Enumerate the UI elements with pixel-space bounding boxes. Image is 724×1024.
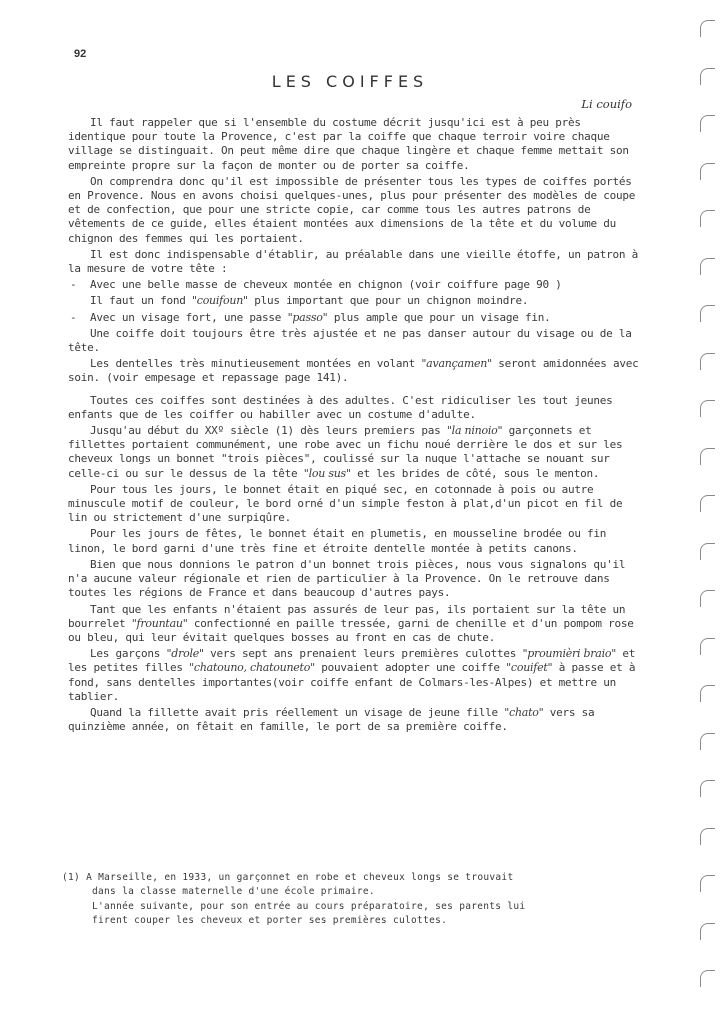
binding-ring	[700, 163, 715, 180]
provencal-term: "couifet"	[506, 661, 553, 675]
paragraph: Bien que nous donnions le patron d'un bonnet trois pièces, nous vous signalons qu'il n'a aucune valeur régionale et rien de particulier à la Provence. On le retrouve dans toutes les régions de France et dans beaucoup d'autres pays.	[68, 557, 626, 600]
paragraph	[68, 424, 640, 481]
footnote-line: L'année suivante, pour son entrée au cours préparatoire, ses parents lui	[92, 900, 526, 912]
text-span: vers sept ans prenaient leurs premières culottes	[203, 647, 523, 661]
binding-ring	[700, 210, 715, 227]
text-span: garçonnets et fillettes portaient communément, une robe avec un fichu noué derrière le dos et sur les cheveux longs un bonnet "trois pièces", coulissé sur la nuque l'attache se nouant sur celle-ci ou sur le dessus de la tête	[68, 424, 623, 480]
text-span: Les garçons	[90, 647, 167, 661]
paragraph	[68, 706, 640, 734]
binding-ring	[700, 638, 715, 655]
body-text	[68, 116, 640, 736]
page-title: LES COIFFES	[271, 72, 429, 91]
binding-ring	[700, 448, 715, 465]
paragraph: Il faut rappeler que si l'ensemble du costume décrit jusqu'ici est à peu près identique pour toute la Provence, c'est par la coiffe que chaque terroir voire chaque village se distinguait. On peut même dire que chaque lingère et chaque femme mettait son empreinte propre sur la façon de monter ou de porter sa coiffe.	[68, 116, 629, 172]
paragraph	[68, 603, 640, 646]
footnote	[62, 871, 642, 929]
footnote-line: firent couper les cheveux et porter ses premières culottes.	[92, 915, 448, 927]
paragraph	[68, 294, 640, 308]
binding-ring	[700, 590, 715, 607]
list-item	[68, 311, 640, 325]
paragraph: Il est donc indispensable d'établir, au préalable dans une vieille étoffe, un patron à la mesure de votre tête :	[68, 247, 639, 276]
binding-ring	[700, 923, 715, 940]
text-span: plus important que pour un chignon moindre.	[247, 294, 529, 308]
binding-ring	[700, 258, 715, 275]
binding-ring	[700, 68, 715, 85]
binding-ring	[700, 353, 715, 370]
binding-ring	[700, 495, 715, 512]
paragraph	[68, 647, 640, 704]
binding-ring	[700, 115, 715, 132]
provencal-term: "passo"	[287, 310, 328, 324]
text-span: et les petites filles	[68, 647, 636, 675]
paragraph: Une coiffe doit toujours être très ajustée et ne pas danser autour du visage ou de la tête.	[68, 326, 632, 355]
text-span: Les dentelles très minutieusement montées en volant	[90, 357, 422, 371]
text-span: plus ample que pour un visage fin.	[327, 310, 551, 324]
binding-ring	[700, 828, 715, 845]
text-span: Avec un visage fort, une passe	[90, 310, 288, 324]
paragraph: Toutes ces coiffes sont destinées à des adultes. C'est ridiculiser les tout jeunes enfants que de les coiffer ou habiller avec un costume d'adulte.	[68, 393, 613, 421]
provencal-term: "chato"	[504, 705, 544, 719]
spiral-binding	[694, 20, 718, 1010]
binding-ring	[700, 400, 715, 417]
footnote-line: (1) A Marseille, en 1933, un garçonnet en robe et cheveux longs se trouvait	[62, 872, 514, 883]
provencal-title: Li couifo	[581, 97, 632, 111]
paragraph: Pour tous les jours, le bonnet était en piqué sec, en cotonnade à pois ou autre minuscule motif de couleur, le bord orné d'un simple feston à plat,d'un picot en fil de lin ou strictement d'une surpiqûre.	[68, 482, 623, 525]
binding-ring	[700, 970, 715, 987]
text-span: pouvaient adopter une coiffe	[314, 661, 507, 675]
text-span: Jusqu'au début du XXº siècle (1) dès leurs premiers pas	[90, 424, 447, 438]
provencal-term: "la ninoio"	[446, 424, 503, 438]
paragraph	[68, 357, 640, 385]
provencal-term: "proumièri braio"	[522, 647, 617, 661]
text-span: Tant que les enfants n'étaient pas assurés de leur pas, ils portaient sur la tête un bourrelet	[68, 602, 626, 630]
text-span: Quand la fillette avait pris réellement un visage de jeune fille	[90, 705, 505, 719]
provencal-term: "avançamen"	[421, 357, 492, 371]
text-span: à passe et à fond, sans dentelles importantes(voir coiffe enfant de Colmars-les-Alpes) et mettre un tablier.	[68, 661, 636, 703]
list-item: - Avec une belle masse de cheveux montée en chignon (voir coiffure page 90 )	[68, 278, 640, 292]
text-span: vers sa quinzième année, on fêtait en famille, le port de sa première coiffe.	[68, 705, 595, 734]
binding-ring	[700, 543, 715, 560]
footnote-line: dans la classe maternelle d'une école primaire.	[92, 886, 375, 898]
page-number: 92	[74, 48, 87, 60]
text-span: Il faut un fond	[90, 294, 192, 308]
binding-ring	[700, 20, 715, 37]
paragraph: Pour les jours de fêtes, le bonnet était en plumetis, en mousseline brodée ou fin linon, le bord garni d'une très fine et étroite dentelle montée à petits canons.	[68, 527, 607, 555]
binding-ring	[700, 685, 715, 702]
provencal-term: "lou sus"	[303, 466, 351, 480]
text-span: seront amidonnées avec soin. (voir empesage et repassage page 141).	[68, 357, 639, 385]
binding-ring	[700, 780, 715, 797]
binding-ring	[700, 305, 715, 322]
provencal-term: "couifoun"	[191, 294, 248, 308]
binding-ring	[700, 875, 715, 892]
provencal-term: "chatouno, chatouneto"	[189, 661, 315, 675]
text-span: et les brides de côté, sous le menton.	[350, 466, 600, 480]
text-span: confectionné en paille tressée, garni de chenille et d'un pompom rose ou bleu, qui leur évitait quelques bosses au front en cas de chute.	[68, 616, 634, 644]
binding-ring	[700, 733, 715, 750]
paragraph: On comprendra donc qu'il est impossible de présenter tous les types de coiffes portés en Provence. Nous en avons choisi quelques-unes, plus pour présenter des modèles de coupe et de confection, que pour une stricte copie, car comme tous les autres patrons de vêtements de ce guide, elles étaient montées aux dimensions de la tête et du volume du chignon des femmes qui les portaient.	[68, 174, 636, 245]
provencal-term: "drole"	[166, 647, 204, 661]
provencal-term: "frountau"	[131, 616, 188, 630]
